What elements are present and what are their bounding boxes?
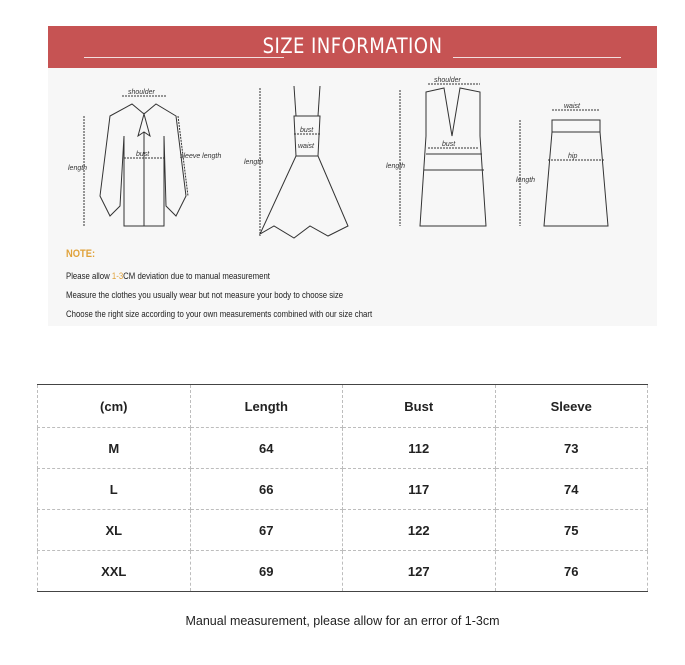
skirt-sketch [520, 110, 608, 226]
skirt-hip-label: hip [568, 153, 578, 160]
dress-waist-label: waist [298, 143, 314, 150]
tank-sketch [400, 84, 486, 226]
skirt-length-label: length [516, 177, 536, 184]
note-line-1-prefix: Please allow [66, 271, 112, 282]
banner-title: SIZE INFORMATION [262, 34, 443, 58]
garment-sketches [48, 76, 657, 246]
banner-divider-right [453, 57, 621, 58]
measurement-footnote: Manual measurement, please allow for an error of 1-3cm [185, 614, 500, 628]
table-row [38, 510, 648, 551]
length-cell: 67 [190, 510, 343, 551]
note-line-1-suffix: CM deviation due to manual measurement [123, 271, 270, 282]
note-line-1-highlight: 1-3 [111, 271, 124, 282]
size-cell: M [38, 428, 191, 469]
size-information-image [48, 26, 657, 326]
sleeve-cell: 73 [495, 428, 648, 469]
bust-cell: 127 [343, 551, 496, 592]
header-cell-sleeve: Sleeve [495, 385, 648, 428]
size-cell: XXL [38, 551, 191, 592]
shirt-sketch [84, 96, 188, 226]
tank-bust-label: bust [442, 141, 456, 148]
tank-length-label: length [386, 163, 406, 170]
bust-cell: 112 [343, 428, 496, 469]
shirt-bust-label: bust [136, 151, 150, 158]
bust-cell: 117 [343, 469, 496, 510]
note-line-1 [66, 271, 270, 282]
note-heading: NOTE: [66, 248, 96, 260]
sleeve-cell: 76 [495, 551, 648, 592]
note-line-2: Measure the clothes you usually wear but not measure your body to choose size [66, 290, 344, 301]
size-cell: L [38, 469, 191, 510]
length-cell: 66 [190, 469, 343, 510]
size-table [37, 384, 648, 592]
size-cell: XL [38, 510, 191, 551]
shirt-length-label: length [68, 165, 88, 172]
dress-bust-label: bust [300, 127, 314, 134]
header-cell-bust: Bust [343, 385, 496, 428]
table-row [38, 551, 648, 592]
shirt-shoulder-label: shoulder [128, 89, 155, 96]
bust-cell: 122 [343, 510, 496, 551]
length-cell: 69 [190, 551, 343, 592]
size-information-banner [48, 26, 657, 68]
table-header-row [38, 385, 648, 428]
dress-sketch [260, 86, 348, 238]
table-row [38, 428, 648, 469]
header-cell-unit: (cm) [38, 385, 191, 428]
length-cell: 64 [190, 428, 343, 469]
note-line-3: Choose the right size according to your own measurements combined with our size chart [66, 309, 373, 320]
table-row [38, 469, 648, 510]
shirt-sleeve-label: sleeve length [180, 153, 222, 160]
skirt-waist-label: waist [564, 103, 580, 110]
garment-measurement-diagrams [48, 76, 657, 246]
header-cell-length: Length [190, 385, 343, 428]
tank-shoulder-label: shoulder [434, 77, 461, 84]
dress-length-label: length [244, 159, 264, 166]
sleeve-cell: 75 [495, 510, 648, 551]
sleeve-cell: 74 [495, 469, 648, 510]
